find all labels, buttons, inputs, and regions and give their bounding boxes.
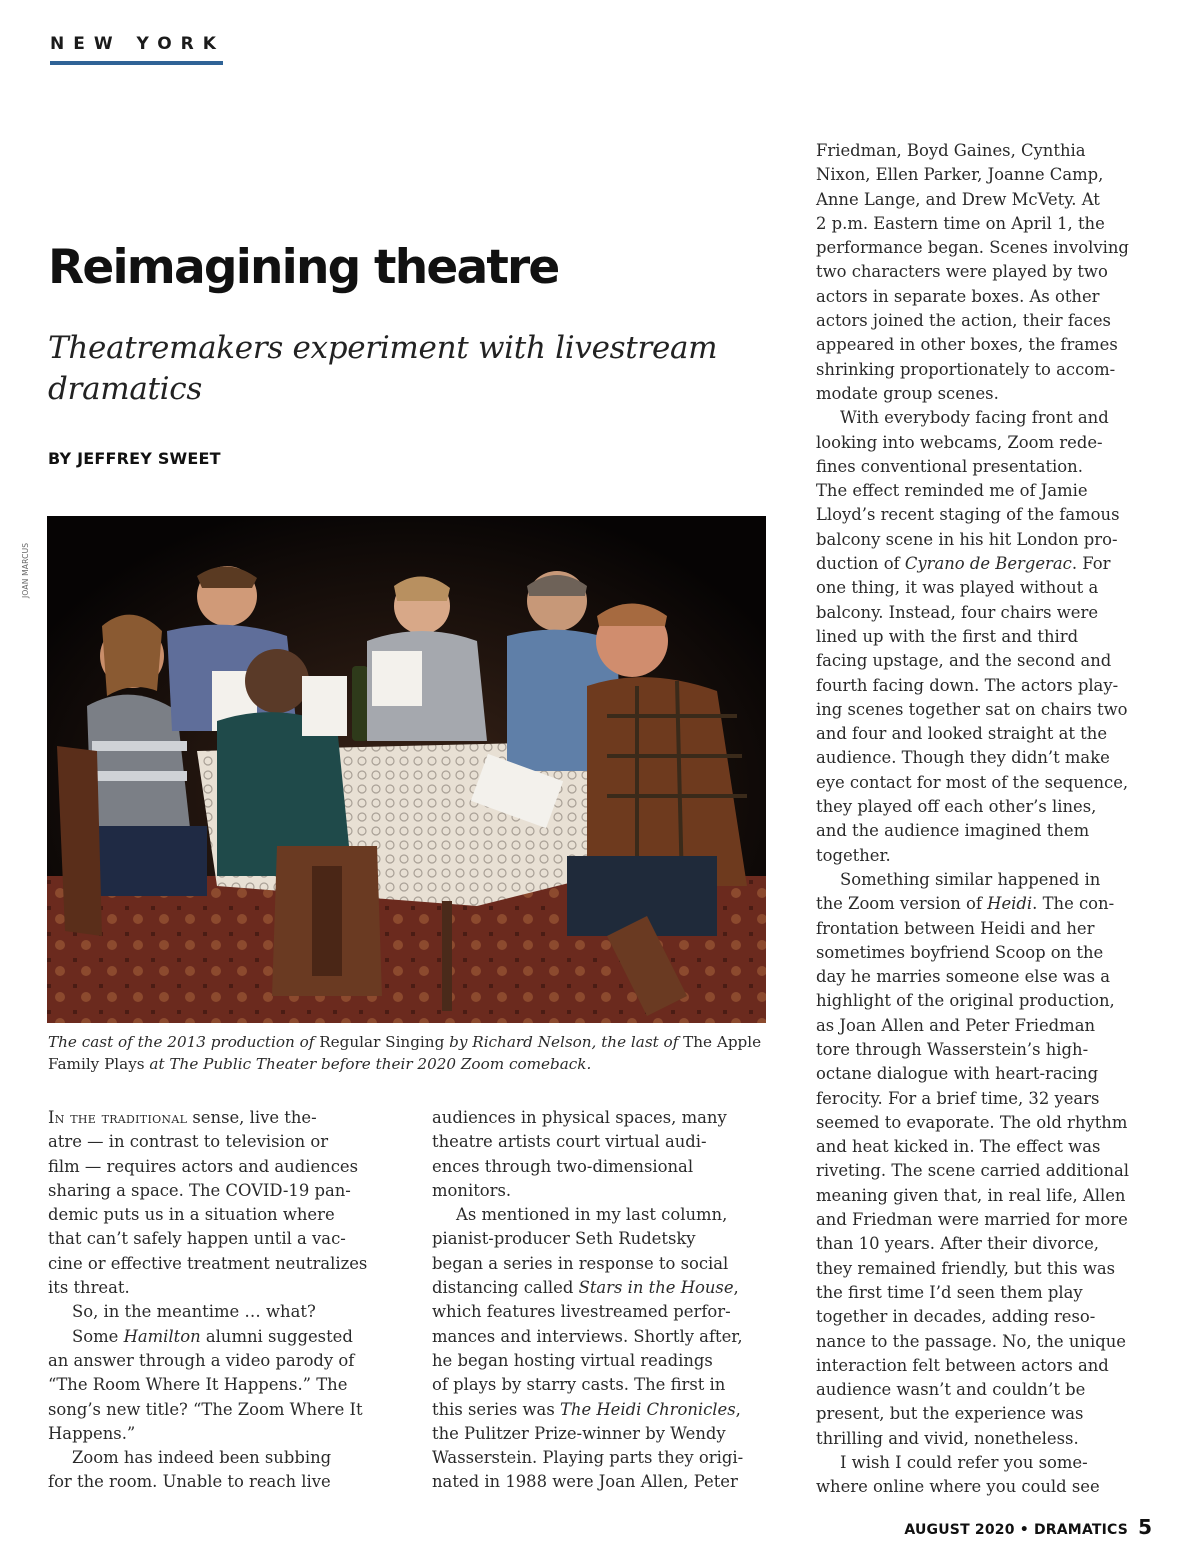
text-line: fines conventional presentation. <box>816 456 1083 476</box>
text-line: “The Room Where It Happens.” The <box>48 1375 348 1395</box>
text-line: So, in the meantime … what? <box>72 1302 316 1322</box>
text-line: day he marries someone else was a <box>816 967 1111 987</box>
text-line: cine or effective treatment neutralizes <box>48 1253 368 1273</box>
text-line: an answer through a video parody of <box>48 1350 355 1370</box>
text-line: I wish I could refer you some- <box>840 1453 1088 1473</box>
text-line: film — requires actors and audiences <box>48 1156 359 1176</box>
page-footer <box>904 1515 1152 1539</box>
text-line: duction of Cyrano de Bergerac. For <box>816 554 1111 574</box>
caption-title-regular-singing: Regular Singing <box>319 1033 445 1051</box>
text-line: interaction felt between actors and <box>816 1355 1109 1375</box>
text-line: Lloyd’s recent staging of the famous <box>816 505 1120 525</box>
text-line: ferocity. For a brief time, 32 years <box>816 1088 1100 1108</box>
text-line: Zoom has indeed been subbing <box>72 1448 332 1468</box>
caption-title-apple-family-plays: The Apple Family Plays <box>48 1033 762 1073</box>
headline: Reimagining theatre <box>48 240 559 295</box>
text-line: which features livestreamed perfor- <box>432 1302 731 1322</box>
text-line: tore through Wasserstein’s high- <box>816 1039 1089 1059</box>
text-line: where online where you could see <box>816 1477 1100 1497</box>
text-line: present, but the experience was <box>816 1404 1084 1424</box>
text-line: the Zoom version of Heidi. The con- <box>816 894 1115 914</box>
text-line: meaning given that, in real life, Allen <box>816 1185 1126 1205</box>
text-line: this series was The Heidi Chronicles, <box>432 1399 741 1419</box>
text-line: shrinking proportionately to accom- <box>816 359 1116 379</box>
text-line: modate group scenes. <box>816 383 999 403</box>
paragraph <box>48 1446 398 1470</box>
text-line: The effect reminded me of Jamie <box>816 481 1088 501</box>
text-line: and heat kicked in. The effect was <box>816 1137 1101 1157</box>
text-line: ing scenes together sat on chairs two <box>816 699 1128 719</box>
paragraph <box>816 1451 1164 1475</box>
text-line: audience. Though they didn’t make <box>816 748 1110 768</box>
byline: BY JEFFREY SWEET <box>48 449 221 468</box>
text-line: monitors. <box>432 1180 512 1200</box>
photo-caption <box>48 1031 778 1075</box>
text-line: they played off each other’s lines, <box>816 797 1097 817</box>
text-line: sometimes boyfriend Scoop on the <box>816 942 1104 962</box>
paragraph <box>432 1227 782 1494</box>
text-line: frontation between Heidi and her <box>816 918 1095 938</box>
text-line: and Friedman were married for more <box>816 1210 1128 1230</box>
text-line: for the room. Unable to reach live <box>48 1472 331 1492</box>
text-line: octane dialogue with heart-racing <box>816 1064 1099 1084</box>
text-line: together in decades, adding reso- <box>816 1307 1096 1327</box>
text-line: one thing, it was played without a <box>816 578 1099 598</box>
text-line: seemed to evaporate. The old rhythm <box>816 1112 1128 1132</box>
page-number: 5 <box>1138 1515 1152 1539</box>
paragraph <box>48 1325 398 1349</box>
text-line: audiences in physical spaces, many <box>432 1108 727 1127</box>
text-line: actors joined the action, their faces <box>816 311 1111 331</box>
text-line: demic puts us in a situation where <box>48 1205 335 1225</box>
section-underline <box>50 61 223 65</box>
text-line: they remained friendly, but this was <box>816 1258 1116 1278</box>
issue-label: AUGUST 2020 • DRAMATICS <box>904 1522 1129 1538</box>
subhead: Theatremakers experiment with livestream dramatics <box>48 330 718 407</box>
caption-text-2: by Richard Nelson, the last of <box>444 1033 684 1051</box>
text-line: atre — in contrast to television or <box>48 1132 329 1152</box>
text-line: theatre artists court virtual audi- <box>432 1132 707 1152</box>
text-line: performance began. Scenes involving <box>816 238 1129 258</box>
text-line: Happens.” <box>48 1423 136 1443</box>
paragraph <box>48 1470 398 1494</box>
paragraph <box>48 1106 398 1300</box>
text-line: as Joan Allen and Peter Friedman <box>816 1015 1096 1035</box>
paragraph <box>48 1349 398 1446</box>
caption-text-1: The cast of the 2013 production of <box>48 1033 320 1051</box>
paragraph <box>432 1106 782 1203</box>
text-line: and four and looked straight at the <box>816 724 1108 744</box>
cast-photo <box>47 516 766 1023</box>
text-line: looking into webcams, Zoom rede- <box>816 432 1103 452</box>
text-line: balcony. Instead, four chairs were <box>816 602 1099 622</box>
text-line: song’s new title? “The Zoom Where It <box>48 1399 363 1419</box>
text-line: With everybody facing front and <box>840 408 1109 428</box>
caption-text-3: at The Public Theater before their 2020 Zoom comeback. <box>144 1055 592 1073</box>
text-line: together. <box>816 845 891 865</box>
paragraph <box>816 1475 1164 1499</box>
text-line: Something similar happened in <box>840 869 1101 889</box>
text-line: lined up with the first and third <box>816 626 1079 646</box>
text-line: began a series in response to social <box>432 1253 729 1273</box>
text-line: of plays by starry casts. The first in <box>432 1375 726 1395</box>
text-line: 2 p.m. Eastern time on April 1, the <box>816 213 1105 233</box>
text-line: he began hosting virtual readings <box>432 1350 713 1370</box>
photo-credit: JOAN MARCUS <box>21 542 30 598</box>
text-line: riveting. The scene carried additional <box>816 1161 1130 1181</box>
text-line: Friedman, Boyd Gaines, Cynthia <box>816 141 1086 160</box>
text-line: nated in 1988 were Joan Allen, Peter <box>432 1472 738 1492</box>
text-line: Wasserstein. Playing parts they origi- <box>432 1448 744 1468</box>
section-label: NEW YORK <box>50 34 225 54</box>
text-line: audience wasn’t and couldn’t be <box>816 1380 1086 1400</box>
paragraph <box>816 868 1164 892</box>
text-line: two characters were played by two <box>816 262 1108 282</box>
text-line: thrilling and vivid, nonetheless. <box>816 1428 1079 1448</box>
text-line: and the audience imagined them <box>816 821 1090 841</box>
paragraph <box>816 406 1164 430</box>
text-line: the Pulitzer Prize-winner by Wendy <box>432 1423 726 1443</box>
text-line: mances and interviews. Shortly after, <box>432 1326 743 1346</box>
body-column-1 <box>48 1106 398 1495</box>
text-line: the first time I’d seen them play <box>816 1282 1083 1302</box>
text-line: actors in separate boxes. As other <box>816 286 1100 306</box>
body-column-3 <box>816 139 1164 1500</box>
paragraph <box>816 431 1164 868</box>
text-line: nance to the passage. No, the unique <box>816 1331 1126 1351</box>
lead-in: In the traditional <box>48 1108 188 1127</box>
paragraph <box>432 1203 782 1227</box>
text-line: In the traditional sense, live the- <box>48 1108 317 1127</box>
text-line: As mentioned in my last column, <box>456 1205 728 1225</box>
text-line: Nixon, Ellen Parker, Joanne Camp, <box>816 165 1104 185</box>
paragraph <box>816 892 1164 1451</box>
text-line: its threat. <box>48 1278 130 1298</box>
paragraph <box>816 139 1164 406</box>
text-line: distancing called Stars in the House, <box>432 1278 739 1298</box>
text-line: highlight of the original production, <box>816 991 1115 1011</box>
text-line: balcony scene in his hit London pro- <box>816 529 1118 549</box>
text-line: than 10 years. After their divorce, <box>816 1234 1100 1254</box>
text-line: Some Hamilton alumni suggested <box>72 1326 353 1346</box>
paragraph <box>48 1300 398 1324</box>
text-line: fourth facing down. The actors play- <box>816 675 1119 695</box>
text-line: Anne Lange, and Drew McVety. At <box>816 189 1100 209</box>
text-line: that can’t safely happen until a vac- <box>48 1229 346 1249</box>
body-column-2 <box>432 1106 782 1495</box>
text-line: eye contact for most of the sequence, <box>816 772 1129 792</box>
text-line: appeared in other boxes, the frames <box>816 335 1118 355</box>
text-line: pianist-producer Seth Rudetsky <box>432 1229 696 1249</box>
text-line: facing upstage, and the second and <box>816 651 1112 671</box>
text-line: sharing a space. The COVID-19 pan- <box>48 1180 351 1200</box>
text-line: ences through two-dimensional <box>432 1156 694 1176</box>
